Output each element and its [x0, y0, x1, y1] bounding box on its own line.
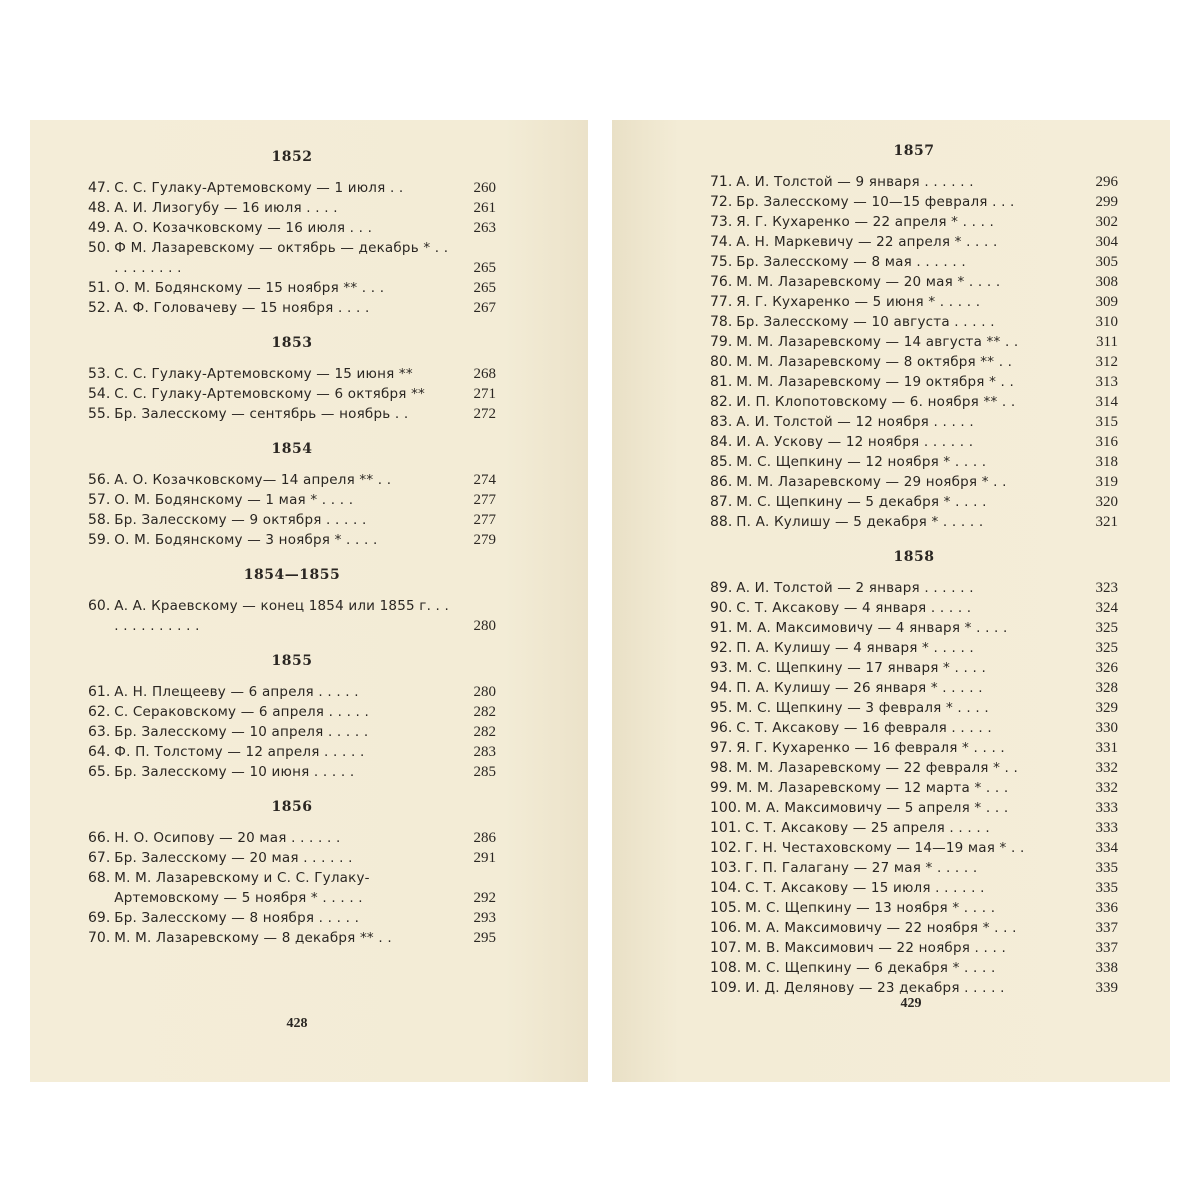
entry-title: С. Сераковскому — 6 апреля . . . . . [114, 704, 370, 720]
letter-entry [710, 432, 1118, 452]
letter-entry [88, 828, 496, 848]
entry-title: М. В. Максимович — 22 ноября . . . . [745, 940, 1006, 956]
entry-page: 267 [473, 300, 496, 316]
entry-page: 272 [473, 406, 496, 422]
letter-entry [710, 818, 1118, 838]
letter-entry [88, 682, 496, 702]
letter-entry [88, 278, 496, 298]
entry-title: О. М. Бодянскому — 15 ноября ** . . . [114, 280, 385, 296]
entry-title: Бр. Залесскому — 10—15 февраля . . . [736, 194, 1015, 210]
entry-title: Ф М. Лазаревскому — октябрь — декабрь * . . . . . . . . . . [114, 240, 449, 276]
year-section [88, 438, 496, 550]
entry-title: М. М. Лазаревскому — 8 октября ** . . [736, 354, 1013, 370]
year-heading: 1854—1855 [243, 567, 341, 583]
entry-page: 286 [473, 830, 496, 846]
entry-page: 325 [1095, 640, 1118, 656]
entry-number: 69. [88, 910, 111, 926]
entry-title: П. А. Кулишу — 26 января * . . . . . [736, 680, 983, 696]
entry-number: 64. [88, 744, 111, 760]
letter-entry [710, 352, 1118, 372]
letter-entry [710, 312, 1118, 332]
entry-title: П. А. Кулишу — 4 января * . . . . . [736, 640, 974, 656]
entry-number: 92. [710, 640, 733, 656]
entry-title: М. С. Щепкину — 12 ноября * . . . . [736, 454, 987, 470]
year-heading: 1856 [271, 799, 313, 815]
entry-page: 323 [1095, 580, 1118, 596]
entry-number: 53. [88, 366, 111, 382]
year-section [710, 140, 1118, 532]
letter-entry [710, 638, 1118, 658]
letter-entry [710, 678, 1118, 698]
entry-page: 295 [473, 930, 496, 946]
left-page-contents [88, 142, 496, 962]
entry-page: 309 [1095, 294, 1118, 310]
entry-number: 80. [710, 354, 733, 370]
entry-number: 58. [88, 512, 111, 528]
year-section [88, 564, 496, 636]
letter-entry [710, 292, 1118, 312]
entry-number: 104. [710, 880, 742, 896]
entry-title: Я. Г. Кухаренко — 5 июня * . . . . . [736, 294, 981, 310]
letter-entry [88, 198, 496, 218]
letter-entry [710, 758, 1118, 778]
letter-entry [710, 272, 1118, 292]
entry-page: 335 [1095, 860, 1118, 876]
entry-title: М. С. Щепкину — 5 декабря * . . . . [736, 494, 987, 510]
entry-number: 79. [710, 334, 733, 350]
letter-entry [88, 928, 496, 948]
entry-title: И. Д. Делянову — 23 декабря . . . . . [745, 980, 1005, 996]
year-section [88, 146, 496, 318]
entry-page: 308 [1095, 274, 1118, 290]
year-heading: 1853 [271, 335, 313, 351]
letter-entry [88, 702, 496, 722]
entry-page: 335 [1095, 880, 1118, 896]
entry-title: Г. П. Галагану — 27 мая * . . . . . [745, 860, 978, 876]
letter-entry [88, 470, 496, 490]
letter-entry [710, 578, 1118, 598]
letter-entry [710, 618, 1118, 638]
entry-title: А. И. Лизогубу — 16 июля . . . . [114, 200, 338, 216]
entry-number: 83. [710, 414, 733, 430]
entry-title: Бр. Залесскому — 8 мая . . . . . . [736, 254, 966, 270]
entry-page: 279 [473, 532, 496, 548]
right-page [612, 120, 1170, 1082]
entry-page: 334 [1095, 840, 1118, 856]
entry-page: 336 [1095, 900, 1118, 916]
entry-title: А. А. Краевскому — конец 1854 или 1855 г. . . . . . . . . . . . . [114, 598, 450, 634]
entry-number: 87. [710, 494, 733, 510]
letter-entry [710, 738, 1118, 758]
entry-title: М. М. Лазаревскому — 29 ноября * . . [736, 474, 1007, 490]
letter-entry [88, 596, 496, 636]
entry-page: 277 [473, 512, 496, 528]
entry-title: Бр. Залесскому — сентябрь — ноябрь . . [114, 406, 409, 422]
entry-title: Бр. Залесскому — 10 июня . . . . . [114, 764, 355, 780]
letter-entry [710, 372, 1118, 392]
entry-title: С. Т. Аксакову — 25 апреля . . . . . [745, 820, 990, 836]
year-section [88, 796, 496, 948]
entry-number: 91. [710, 620, 733, 636]
letter-entry [710, 192, 1118, 212]
entry-number: 101. [710, 820, 742, 836]
entry-page: 265 [473, 280, 496, 296]
letter-entry [710, 778, 1118, 798]
letter-entry [710, 252, 1118, 272]
entry-number: 85. [710, 454, 733, 470]
entry-title: А. Н. Плещееву — 6 апреля . . . . . [114, 684, 359, 700]
entry-title: М. А. Максимовичу — 5 апреля * . . . [745, 800, 1009, 816]
year-section [710, 546, 1118, 998]
entry-title: С. С. Гулаку-Артемовскому — 1 июля . . [114, 180, 404, 196]
entry-title: Я. Г. Кухаренко — 16 февраля * . . . . [736, 740, 1005, 756]
entry-title: А. И. Толстой — 12 ноября . . . . . [736, 414, 974, 430]
entry-number: 81. [710, 374, 733, 390]
year-heading: 1852 [271, 149, 313, 165]
entry-number: 76. [710, 274, 733, 290]
entry-number: 102. [710, 840, 742, 856]
entry-page: 333 [1095, 800, 1118, 816]
entry-title: М. М. Лазаревскому — 14 августа ** . . [736, 334, 1019, 350]
entry-title: М. С. Щепкину — 13 ноября * . . . . [745, 900, 996, 916]
entry-number: 99. [710, 780, 733, 796]
entry-title: Н. О. Осипову — 20 мая . . . . . . [114, 830, 341, 846]
entry-number: 70. [88, 930, 111, 946]
entry-number: 105. [710, 900, 742, 916]
entry-number: 90. [710, 600, 733, 616]
entry-page: 277 [473, 492, 496, 508]
letter-entry [88, 722, 496, 742]
entry-title: С. Т. Аксакову — 16 февраля . . . . . [736, 720, 992, 736]
entry-page: 261 [473, 200, 496, 216]
letter-entry [710, 232, 1118, 252]
letter-entry [88, 510, 496, 530]
entry-title: Бр. Залесскому — 9 октября . . . . . [114, 512, 367, 528]
entry-number: 50. [88, 240, 111, 256]
entry-number: 82. [710, 394, 733, 410]
entry-number: 67. [88, 850, 111, 866]
letter-entry [88, 364, 496, 384]
entry-number: 63. [88, 724, 111, 740]
entry-number: 94. [710, 680, 733, 696]
entry-page: 320 [1095, 494, 1118, 510]
entry-number: 98. [710, 760, 733, 776]
entry-number: 84. [710, 434, 733, 450]
entry-title: А. И. Толстой — 9 января . . . . . . [736, 174, 974, 190]
letter-entry [710, 492, 1118, 512]
entry-page: 265 [473, 260, 496, 276]
entry-number: 89. [710, 580, 733, 596]
entry-number: 49. [88, 220, 111, 236]
entry-number: 100. [710, 800, 742, 816]
letter-entry [88, 530, 496, 550]
entry-page: 325 [1095, 620, 1118, 636]
entry-number: 78. [710, 314, 733, 330]
entry-page: 314 [1095, 394, 1118, 410]
entry-number: 71. [710, 174, 733, 190]
entry-title: Ф. П. Толстому — 12 апреля . . . . . [114, 744, 365, 760]
entry-page: 260 [473, 180, 496, 196]
entry-page: 332 [1095, 760, 1118, 776]
entry-page: 280 [473, 684, 496, 700]
year-heading: 1857 [893, 143, 935, 159]
entry-page: 321 [1095, 514, 1118, 530]
letter-entry [710, 658, 1118, 678]
letter-entry [710, 858, 1118, 878]
entry-title: Бр. Залесскому — 20 мая . . . . . . [114, 850, 353, 866]
entry-number: 93. [710, 660, 733, 676]
entry-title: М. М. Лазаревскому — 20 мая * . . . . [736, 274, 1001, 290]
entry-page: 316 [1095, 434, 1118, 450]
entry-title: С. Т. Аксакову — 4 января . . . . . [736, 600, 972, 616]
entry-page: 319 [1095, 474, 1118, 490]
letter-entry [88, 404, 496, 424]
entry-title: С. Т. Аксакову — 15 июля . . . . . . [745, 880, 985, 896]
entry-title: С. С. Гулаку-Артемовскому — 15 июня ** [114, 366, 413, 382]
entry-number: 77. [710, 294, 733, 310]
entry-title: И. П. Клопотовскому — 6. ноября ** . . [736, 394, 1016, 410]
entry-title: Бр. Залесскому — 10 августа . . . . . [736, 314, 995, 330]
letter-entry [710, 698, 1118, 718]
letter-entry [710, 978, 1118, 998]
letter-entry [710, 838, 1118, 858]
entry-title: А. Н. Маркевичу — 22 апреля * . . . . [736, 234, 998, 250]
entry-title: С. С. Гулаку-Артемовскому — 6 октября ** [114, 386, 425, 402]
entry-title: Бр. Залесскому — 10 апреля . . . . . [114, 724, 369, 740]
letter-entry [710, 452, 1118, 472]
entry-title: Я. Г. Кухаренко — 22 апреля * . . . . [736, 214, 995, 230]
entry-page: 313 [1095, 374, 1118, 390]
entry-page: 318 [1095, 454, 1118, 470]
letter-entry [710, 172, 1118, 192]
entry-title: А. О. Козачковскому— 14 апреля ** . . [114, 472, 392, 488]
entry-number: 97. [710, 740, 733, 756]
entry-title: М. М. Лазаревскому — 12 марта * . . . [736, 780, 1009, 796]
letter-entry [710, 898, 1118, 918]
letter-entry [88, 490, 496, 510]
right-page-number: 429 [900, 996, 922, 1011]
entry-page: 296 [1095, 174, 1118, 190]
entry-page: 304 [1095, 234, 1118, 250]
letter-entry [88, 218, 496, 238]
right-page-contents [710, 136, 1118, 1012]
letter-entry [710, 958, 1118, 978]
entry-title: П. А. Кулишу — 5 декабря * . . . . . [736, 514, 984, 530]
entry-title: М. А. Максимовичу — 22 ноября * . . . [745, 920, 1017, 936]
entry-number: 88. [710, 514, 733, 530]
entry-number: 55. [88, 406, 111, 422]
entry-title: А. О. Козачковскому — 16 июля . . . [114, 220, 373, 236]
entry-page: 339 [1095, 980, 1118, 996]
entry-number: 74. [710, 234, 733, 250]
entry-title: Бр. Залесскому — 8 ноября . . . . . [114, 910, 360, 926]
entry-number: 54. [88, 386, 111, 402]
entry-page: 292 [473, 890, 496, 906]
letter-entry [710, 938, 1118, 958]
entry-title: М. А. Максимовичу — 4 января * . . . . [736, 620, 1008, 636]
letter-entry [710, 512, 1118, 532]
entry-title: О. М. Бодянскому — 3 ноября * . . . . [114, 532, 378, 548]
entry-number: 109. [710, 980, 742, 996]
entry-number: 61. [88, 684, 111, 700]
entry-page: 324 [1095, 600, 1118, 616]
year-section [88, 332, 496, 424]
entry-number: 68. [88, 870, 111, 886]
entry-title: М. М. Лазаревскому и С. С. Гулаку-Артемовскому — 5 ноября * . . . . . [114, 870, 370, 906]
letter-entry [88, 238, 496, 278]
year-heading: 1854 [271, 441, 313, 457]
letter-entry [710, 212, 1118, 232]
entry-number: 72. [710, 194, 733, 210]
entry-title: А. Ф. Головачеву — 15 ноября . . . . [114, 300, 370, 316]
entry-title: И. А. Ускову — 12 ноября . . . . . . [736, 434, 974, 450]
entry-page: 329 [1095, 700, 1118, 716]
entry-page: 333 [1095, 820, 1118, 836]
entry-title: М. С. Щепкину — 3 февраля * . . . . [736, 700, 989, 716]
entry-page: 328 [1095, 680, 1118, 696]
book-spread [30, 120, 1170, 1082]
year-heading: 1855 [271, 653, 313, 669]
letter-entry [710, 332, 1118, 352]
letter-entry [88, 868, 496, 908]
entry-page: 282 [473, 704, 496, 720]
entry-page: 274 [473, 472, 496, 488]
entry-page: 315 [1095, 414, 1118, 430]
letter-entry [710, 598, 1118, 618]
letter-entry [710, 718, 1118, 738]
entry-page: 305 [1095, 254, 1118, 270]
left-page-number: 428 [286, 1016, 308, 1031]
entry-number: 62. [88, 704, 111, 720]
entry-page: 299 [1095, 194, 1118, 210]
entry-title: Г. Н. Честаховскому — 14—19 мая * . . [745, 840, 1025, 856]
entry-page: 338 [1095, 960, 1118, 976]
entry-page: 268 [473, 366, 496, 382]
entry-title: М. С. Щепкину — 17 января * . . . . [736, 660, 986, 676]
entry-number: 103. [710, 860, 742, 876]
letter-entry [88, 848, 496, 868]
entry-page: 302 [1095, 214, 1118, 230]
letter-entry [710, 878, 1118, 898]
entry-title: М. М. Лазаревскому — 8 декабря ** . . [114, 930, 392, 946]
entry-number: 95. [710, 700, 733, 716]
entry-number: 66. [88, 830, 111, 846]
entry-page: 337 [1095, 920, 1118, 936]
entry-number: 52. [88, 300, 111, 316]
entry-page: 293 [473, 910, 496, 926]
entry-title: О. М. Бодянскому — 1 мая * . . . . [114, 492, 354, 508]
entry-page: 311 [1096, 334, 1118, 350]
entry-page: 331 [1095, 740, 1118, 756]
letter-entry [710, 472, 1118, 492]
entry-number: 108. [710, 960, 742, 976]
letter-entry [710, 918, 1118, 938]
entry-number: 51. [88, 280, 111, 296]
gutter [588, 120, 612, 1082]
entry-page: 263 [473, 220, 496, 236]
letter-entry [88, 742, 496, 762]
entry-title: М. С. Щепкину — 6 декабря * . . . . [745, 960, 996, 976]
entry-number: 60. [88, 598, 111, 614]
entry-number: 73. [710, 214, 733, 230]
entry-number: 65. [88, 764, 111, 780]
entry-page: 291 [473, 850, 496, 866]
entry-page: 283 [473, 744, 496, 760]
letter-entry [710, 798, 1118, 818]
entry-number: 48. [88, 200, 111, 216]
entry-page: 337 [1095, 940, 1118, 956]
left-page [30, 120, 588, 1082]
letter-entry [88, 908, 496, 928]
letter-entry [88, 178, 496, 198]
entry-page: 330 [1095, 720, 1118, 736]
entry-title: А. И. Толстой — 2 января . . . . . . [736, 580, 974, 596]
letter-entry [88, 298, 496, 318]
entry-number: 57. [88, 492, 111, 508]
entry-number: 47. [88, 180, 111, 196]
letter-entry [710, 412, 1118, 432]
entry-page: 285 [473, 764, 496, 780]
letter-entry [88, 384, 496, 404]
entry-page: 280 [473, 618, 496, 634]
letter-entry [88, 762, 496, 782]
entry-page: 282 [473, 724, 496, 740]
entry-number: 86. [710, 474, 733, 490]
entry-page: 332 [1095, 780, 1118, 796]
year-heading: 1858 [893, 549, 935, 565]
entry-number: 59. [88, 532, 111, 548]
entry-title: М. М. Лазаревскому — 19 октября * . . [736, 374, 1015, 390]
entry-number: 96. [710, 720, 733, 736]
year-section [88, 650, 496, 782]
entry-number: 75. [710, 254, 733, 270]
letter-entry [710, 392, 1118, 412]
entry-title: М. М. Лазаревскому — 22 февраля * . . [736, 760, 1018, 776]
entry-number: 56. [88, 472, 111, 488]
entry-number: 106. [710, 920, 742, 936]
entry-page: 271 [473, 386, 496, 402]
entry-page: 310 [1095, 314, 1118, 330]
entry-page: 326 [1095, 660, 1118, 676]
entry-page: 312 [1095, 354, 1118, 370]
entry-number: 107. [710, 940, 742, 956]
